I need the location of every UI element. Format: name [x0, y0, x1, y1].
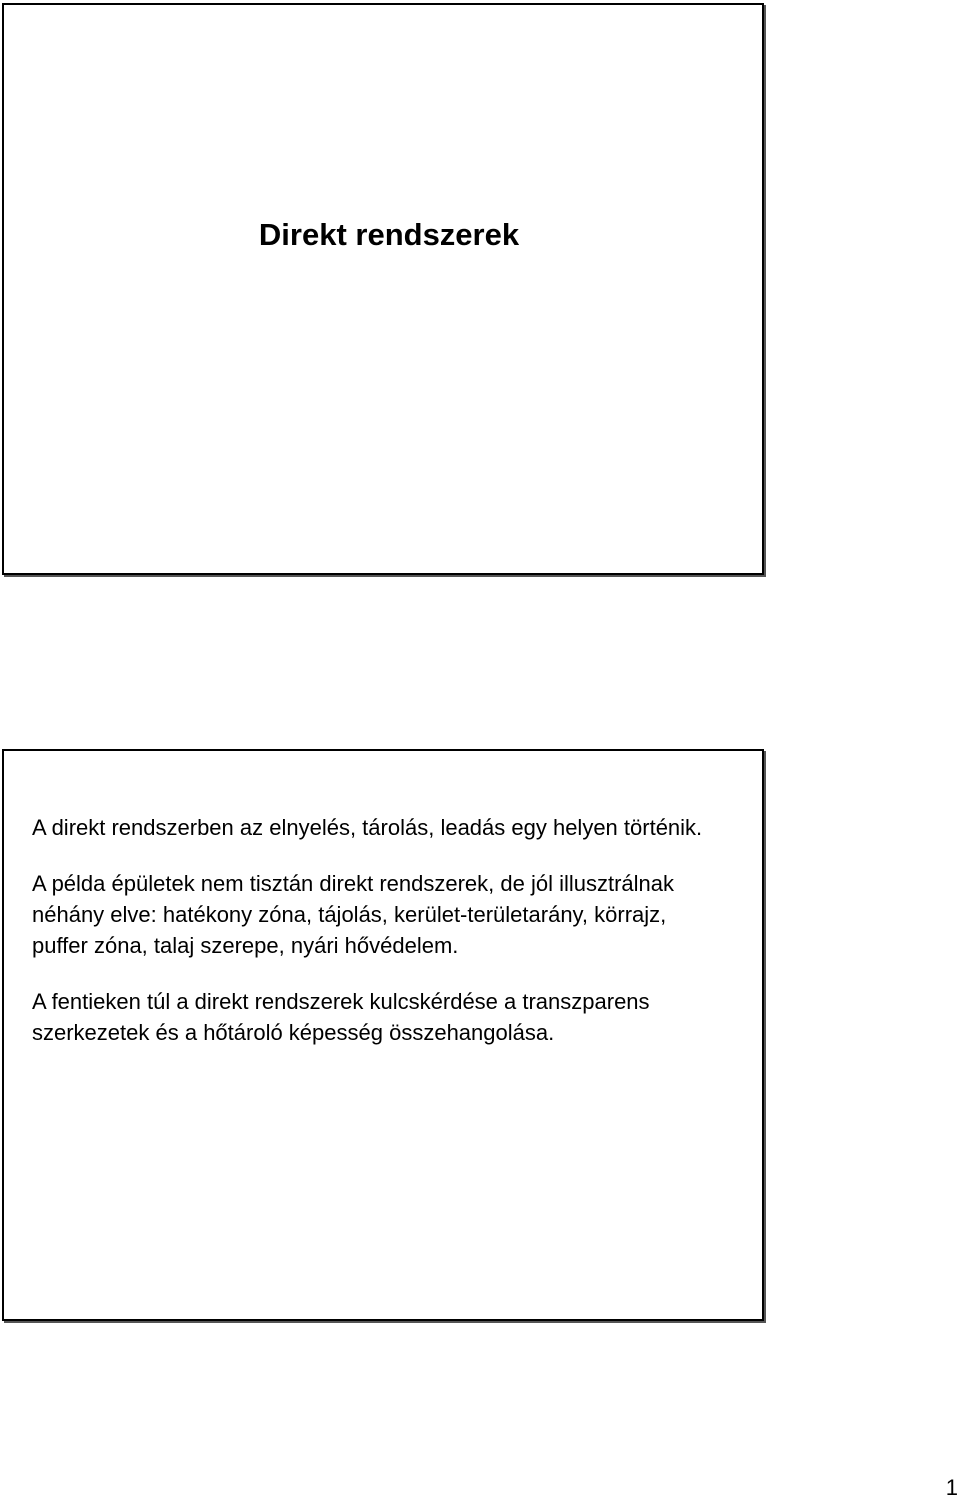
- slide-body: [32, 812, 722, 1073]
- slide-title: Direkt rendszerek: [258, 217, 520, 252]
- paragraph-1: A direkt rendszerben az elnyelés, tárolás, leadás egy helyen történik.: [32, 815, 703, 840]
- page-number: 1: [945, 1475, 958, 1500]
- slide-1: [2, 3, 764, 575]
- paragraph-3: A fentieken túl a direkt rendszerek kulcskérdése a transzparens szerkezetek és a hőtároló képesség összehangolása.: [32, 989, 650, 1045]
- paragraph-2: A példa épületek nem tisztán direkt rendszerek, de jól illusztrálnak néhány elve: hatékony zóna, tájolás, kerület-területarány, körrajz, puffer zóna, talaj szerepe, nyári hővédelem.: [32, 871, 675, 958]
- slide-2: [2, 749, 764, 1321]
